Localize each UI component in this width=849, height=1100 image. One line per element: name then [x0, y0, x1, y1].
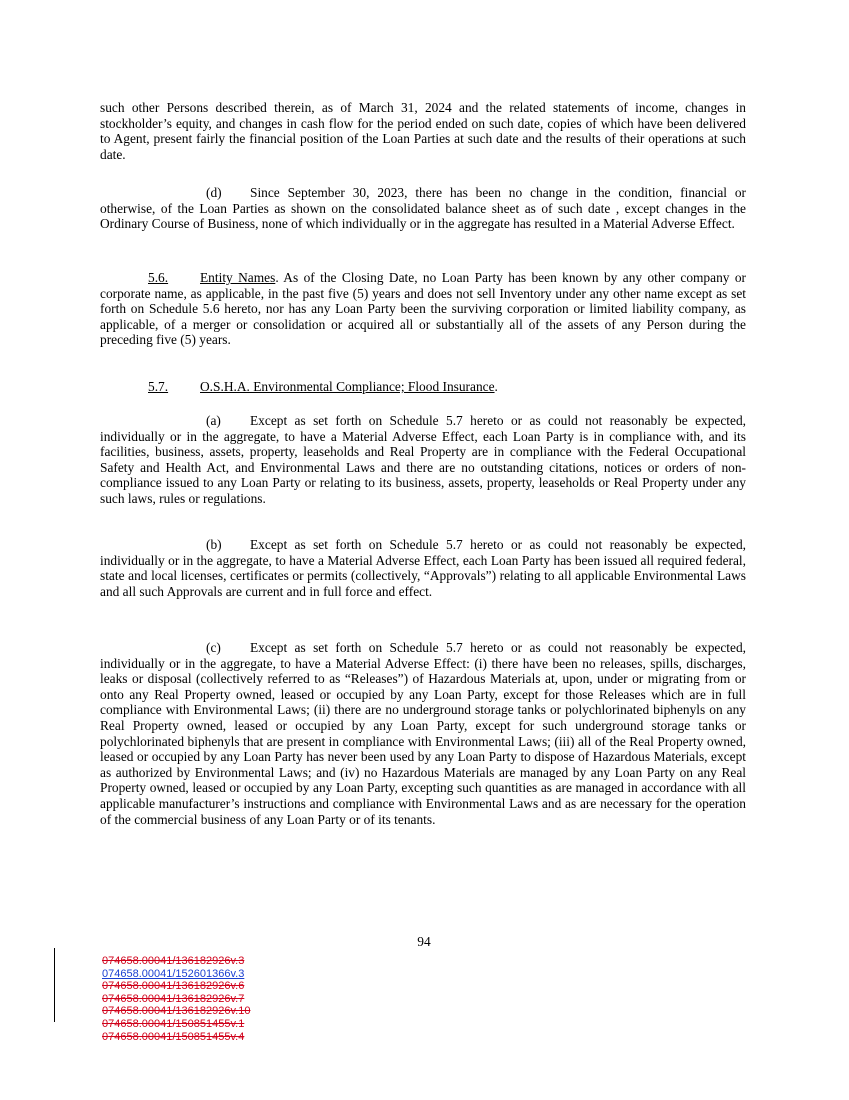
- paragraph-letter: (d): [206, 185, 222, 200]
- doc-id-inserted: 074658.00041/152601366v.3: [102, 967, 245, 980]
- section-title: O.S.H.A. Environmental Compliance; Flood Insurance: [200, 379, 495, 394]
- section-number: 5.7.: [148, 379, 169, 394]
- section-number: 5.6.: [148, 270, 169, 285]
- paragraph-text: Except as set forth on Schedule 5.7 hereto or as could not reasonably be expected, individually or in the aggregate, to have a Material Adverse Effect, each Loan Party has been issued all required federal, state and local licenses, certificates or permits (collectively, “Approvals”) relating to all applicable Environmental Laws and all such Approvals are current and in full force and effect.: [100, 537, 746, 599]
- section-5-7-heading: [100, 379, 746, 395]
- paragraph-c-hazardous-materials: [100, 640, 746, 827]
- doc-id-deleted: 074658.00041/136182926v.3: [102, 955, 245, 967]
- paragraph-d-no-change: [100, 185, 746, 232]
- paragraph-text: Except as set forth on Schedule 5.7 hereto or as could not reasonably be expected, individually or in the aggregate, to have a Material Adverse Effect, each Loan Party is in compliance with, and its facilities, business, assets, property, leaseholds and Real Property are in compliance with the Federal Occupational Safety and Health Act, and Environmental Laws and there are no outstanding citations, notices or orders of non-compliance issued to any Loan Party or relating to its business, assets, property, leaseholds or Real Property under any such laws, rules or regulations.: [100, 413, 746, 506]
- page-number: 94: [417, 934, 431, 949]
- section-title-period: .: [494, 379, 498, 394]
- document-id-footer: [102, 955, 250, 1043]
- section-5-6-entity-names: [100, 270, 746, 348]
- paragraph-letter: (b): [206, 537, 222, 552]
- doc-id-deleted: 074658.00041/150851455v.1: [102, 1017, 245, 1030]
- paragraph-letter: (c): [206, 640, 221, 655]
- paragraph-a-osha-compliance: [100, 413, 746, 507]
- section-title: Entity Names: [200, 270, 276, 285]
- section-text: . As of the Closing Date, no Loan Party has been known by any other company or corporate name, as applicable, in the past five (5) years and does not sell Inventory under any other name except as set forth on Schedule 5.6 hereto, nor has any Loan Party been the surviving corporation or limited liability company, as applicable, of a merger or consolidation or acquired all or substantially all of the assets of any Person during the preceding five (5) years.: [100, 270, 747, 348]
- paragraph-financial-statements: such other Persons described therein, as of March 31, 2024 and the related statements of income, changes in stockholder’s equity, and changes in cash flow for the period ended on such date, copies of which have been delivered to Agent, present fairly the financial position of the Loan Parties at such date and the results of their operations at such date.: [100, 100, 746, 162]
- doc-id-deleted: 074658.00041/150851455v.4: [102, 1030, 245, 1043]
- doc-id-deleted: 074658.00041/136182926v.10: [102, 1005, 251, 1018]
- paragraph-b-approvals: [100, 537, 746, 599]
- change-bar: [54, 948, 55, 1022]
- paragraph-text: Since September 30, 2023, there has been no change in the condition, financial or otherwise, of the Loan Parties as shown on the consolidated balance sheet as of such date , except changes in the Ordinary Course of Business, none of which individually or in the aggregate has resulted in a Material Adverse Effect.: [100, 185, 746, 232]
- paragraph-text: Except as set forth on Schedule 5.7 hereto or as could not reasonably be expected, individually or in the aggregate, to have a Material Adverse Effect: (i) there have been no releases, spills, discharges, leaks or disposal (collectively referred to as “Releases”) of Hazardous Materials at, upon, under or migrating from or onto any Real Property owned, leased or occupied by any Loan Party, except for those Releases which are in full compliance with Environmental Laws; (ii) there are no underground storage tanks or polychlorinated biphenyls on any Real Property owned, leased or occupied by any Loan Party, except for such underground storage tanks or polychlorinated biphenyls that are present in compliance with Environmental Laws; (iii) all of the Real Property owned, leased or occupied by any Loan Party has never been used by any Loan Party to dispose of Hazardous Materials, except as authorized by Environmental Laws; and (iv) no Hazardous Materials are managed by any Loan Party on any Real Property owned, leased or occupied by any Loan Party, excepting such quantities as are managed in accordance with all applicable manufacturer’s instructions and compliance with Environmental Laws and as are necessary for the operation of the commercial business of any Loan Party or of its tenants.: [100, 640, 746, 827]
- doc-id-deleted: 074658.00041/136182926v.7: [102, 992, 245, 1005]
- paragraph-letter: (a): [206, 413, 221, 428]
- doc-id-deleted: 074658.00041/136182926v.6: [102, 980, 245, 993]
